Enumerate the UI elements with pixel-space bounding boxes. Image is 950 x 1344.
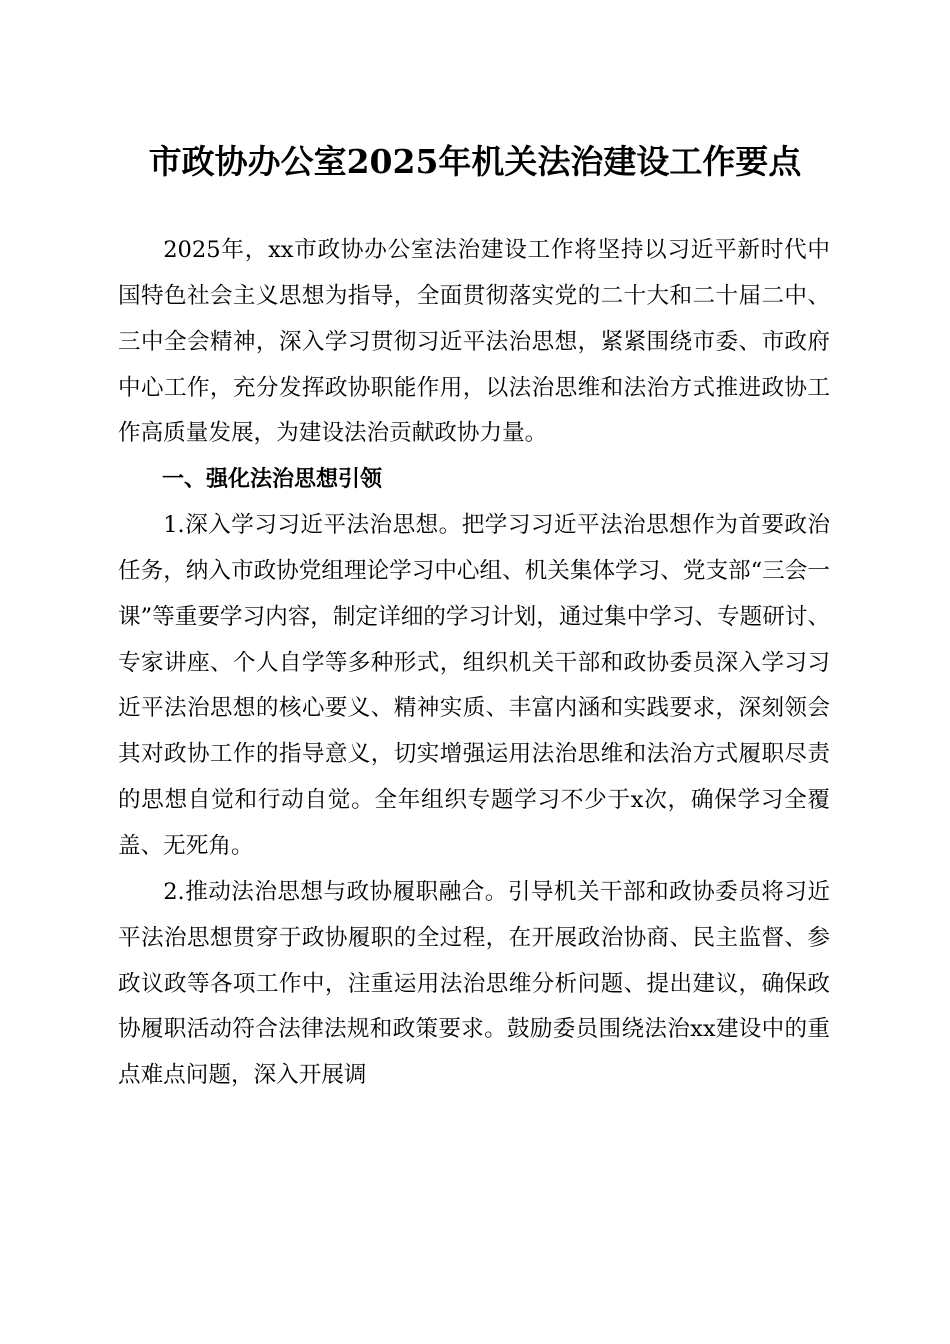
section-heading-1: 一、强化法治思想引领 [162, 467, 383, 493]
document-title: 市政协办公室2025年机关法治建设工作要点 [148, 142, 802, 181]
item-paragraph-2: 2.推动法治思想与政协履职融合。引导机关干部和政协委员将习近平法治思想贯穿于政协履职的全过程，在开展政治协商、民主监督、参政议政等各项工作中，注重运用法治思维分析问题、提出建议，确保政协履职活动符合法律法规和政策要求。鼓励委员围绕法治xx建设中的重点难点问题，深入开展调 [118, 878, 830, 1089]
document-body [118, 228, 830, 1099]
item-paragraph-1: 1.深入学习习近平法治思想。把学习习近平法治思想作为首要政治任务，纳入市政协党组理论学习中心组、机关集体学习、党支部“三会一课”等重要学习内容，制定详细的学习计划，通过集中学习、专题研讨、专家讲座、个人自学等多种形式，组织机关干部和政协委员深入学习习近平法治思想的核心要义、精神实质、丰富内涵和实践要求，深刻领会其对政协工作的指导意义，切实增强运用法治思维和法治方式履职尽责的思想自觉和行动自觉。全年组织专题学习不少于x次，确保学习全覆盖、无死角。 [118, 512, 830, 859]
intro-paragraph: 2025年，xx市政协办公室法治建设工作将坚持以习近平新时代中国特色社会主义思想为指导，全面贯彻落实党的二十大和二十届二中、三中全会精神，深入学习贯彻习近平法治思想，紧紧围绕市委、市政府中心工作，充分发挥政协职能作用，以法治思维和法治方式推进政协工作高质量发展，为建设法治贡献政协力量。 [118, 237, 830, 447]
